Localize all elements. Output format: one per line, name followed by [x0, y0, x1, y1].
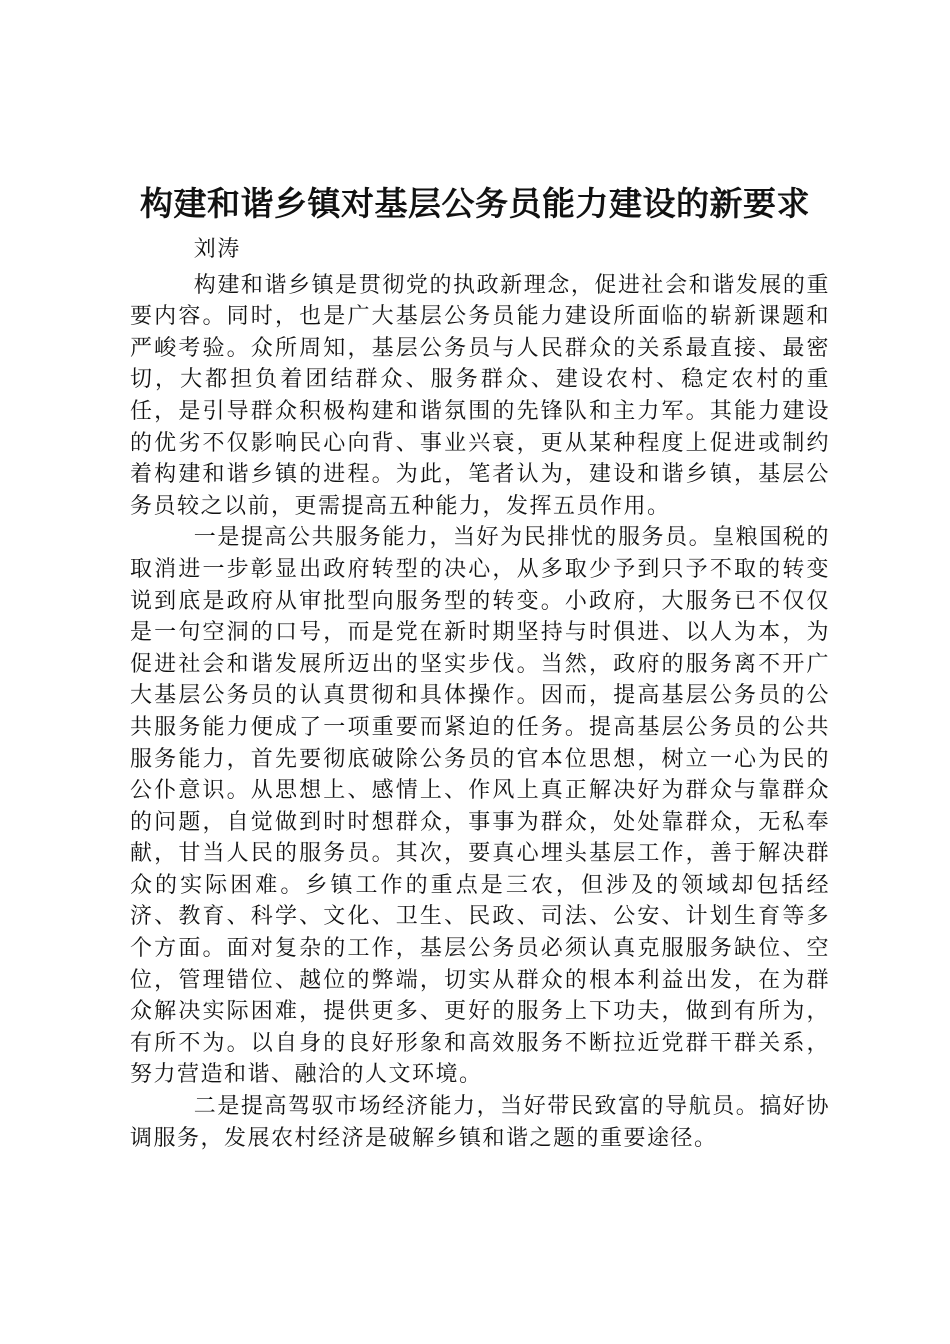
paragraph-public-service: 一是提高公共服务能力，当好为民排忧的服务员。皇粮国税的取消进一步彰显出政府转型的决心，从多取少予到只予不取的转变说到底是政府从审批型向服务型的转变。小政府，大服务已不仅仅是一句空洞的口号，而是党在新时期坚持与时俱进、以人为本，为促进社会和谐发展所迈出的坚实步伐。当然，政府的服务离不开广大基层公务员的认真贯彻和具体操作。因而，提高基层公务员的公共服务能力便成了一项重要而紧迫的任务。提高基层公务员的公共服务能力，首先要彻底破除公务员的官本位思想，树立一心为民的公仆意识。从思想上、感情上、作风上真正解决好为群众与靠群众的问题，自觉做到时时想群众，事事为群众，处处靠群众，无私奉献，甘当人民的服务员。其次，要真心埋头基层工作，善于解决群众的实际困难。乡镇工作的重点是三农，但涉及的领域却包括经济、教育、科学、文化、卫生、民政、司法、公安、计划生育等多个方面。面对复杂的工作，基层公务员必须认真克服服务缺位、空位，管理错位、越位的弊端，切实从群众的根本利益出发，在为群众解决实际困难，提供更多、更好的服务上下功夫，做到有所为，有所不为。以自身的良好形象和高效服务不断拉近党群干群关系，努力营造和谐、融洽的人文环境。: [130, 525, 830, 1088]
document-body: [130, 234, 830, 1154]
author-name: 刘涛: [193, 237, 241, 262]
paragraph-market-economy: 二是提高驾驭市场经济能力，当好带民致富的导航员。搞好协调服务，发展农村经济是破解乡镇和谐之题的重要途径。: [130, 1094, 830, 1151]
document-title: 构建和谐乡镇对基层公务员能力建设的新要求: [140, 184, 810, 223]
paragraph-intro: 构建和谐乡镇是贯彻党的执政新理念，促进社会和谐发展的重要内容。同时，也是广大基层公务员能力建设所面临的崭新课题和严峻考验。众所周知，基层公务员与人民群众的关系最直接、最密切，大都担负着团结群众、服务群众、建设农村、稳定农村的重任，是引导群众积极构建和谐氛围的先锋队和主力军。其能力建设的优劣不仅影响民心向背、事业兴衰，更从某种程度上促进或制约着构建和谐乡镇的进程。为此，笔者认为，建设和谐乡镇，基层公务员较之以前，更需提高五种能力，发挥五员作用。: [130, 272, 830, 519]
